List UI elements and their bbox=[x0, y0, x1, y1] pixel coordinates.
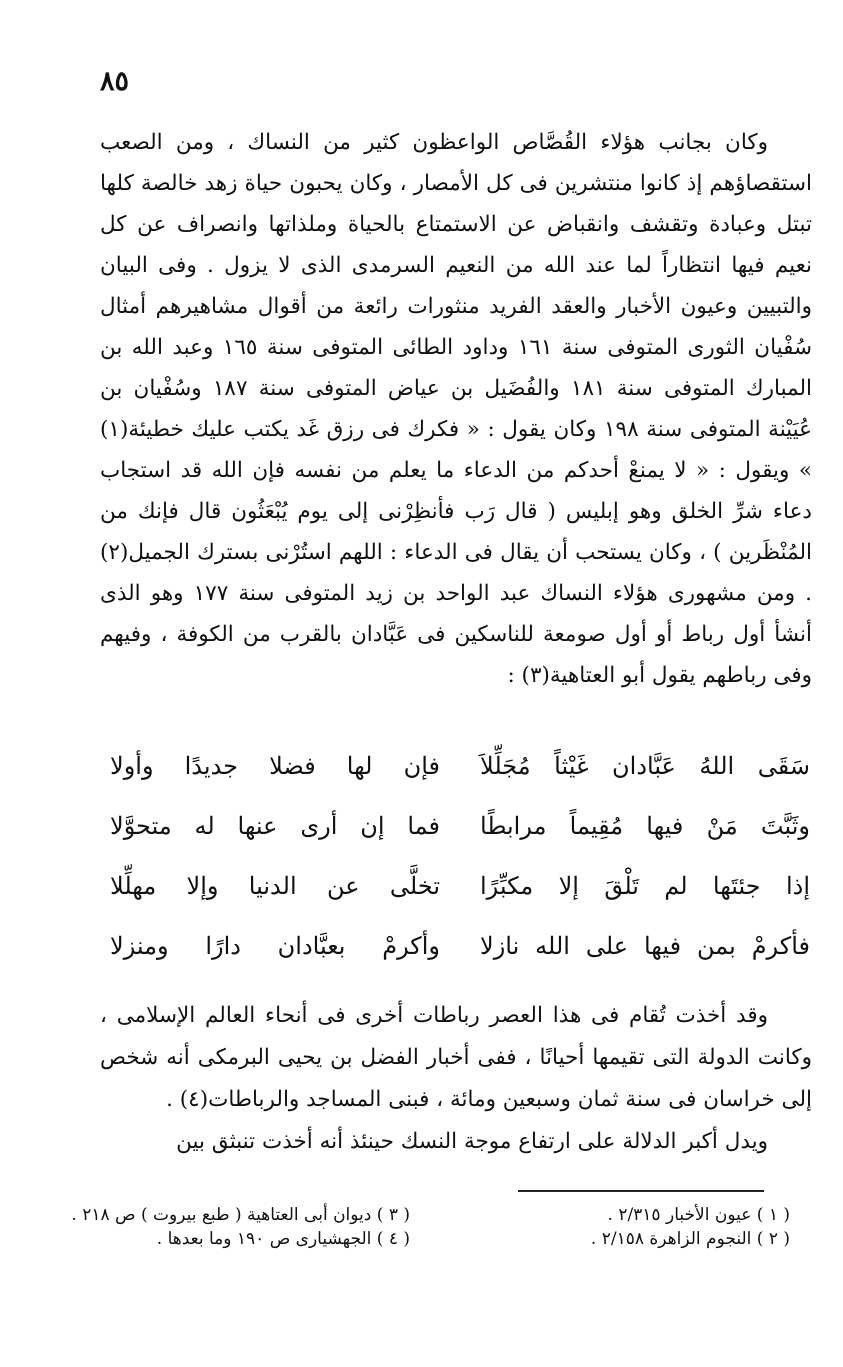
verse-first-hemistich: وثَبَّتَ مَنْ فيها مُقِيماً مرابطًا bbox=[480, 812, 810, 840]
paragraph: ويدل أكبر الدلالة على ارتفاع موجة النسك حينئذ أنه أخذت تنبثق بين bbox=[176, 1129, 768, 1154]
footnotes-right-column bbox=[460, 1203, 790, 1251]
paragraph: وقد أخذت تُقام فى هذا العصر رباطات أخرى فى أنحاء العالم الإسلامى ، وكانت الدولة التى تقيمها أحيانًا ، ففى أخبار الفضل بن يحيى البرمكى أنه شخص إلى خراسان فى سنة ثمان وسبعين ومائة ، فبنى المساجد والرباطات(٤) . bbox=[100, 1003, 812, 1112]
main-text bbox=[100, 122, 812, 696]
footnote-divider bbox=[518, 1190, 764, 1192]
footnote: ( ٣ ) ديوان أبى العتاهية ( طبع بيروت ) ص ٢١٨ . bbox=[71, 1205, 410, 1225]
verse-second-hemistich: وأكرمْ بعبَّادان دارًا ومنزلا bbox=[110, 932, 440, 960]
verse-first-hemistich: فأكرمْ بمن فيها على الله نازلا bbox=[480, 932, 810, 960]
page-number: ٨٥ bbox=[100, 66, 130, 97]
verse bbox=[110, 736, 810, 796]
footnote: ( ٢ ) النجوم الزاهرة ٢/١٥٨ . bbox=[590, 1229, 790, 1249]
footnotes bbox=[71, 1203, 790, 1251]
footnotes-left-column bbox=[71, 1203, 410, 1251]
footnote: ( ٤ ) الجهشيارى ص ١٩٠ وما بعدها . bbox=[156, 1229, 410, 1249]
verse bbox=[110, 856, 810, 916]
verse-first-hemistich: سَقَى اللهُ عَبَّادان غَيْثاً مُجَلِّلاَ bbox=[480, 752, 810, 780]
verse-first-hemistich: إذا جئتَها لم تَلْقَ إلا مكبِّرًا bbox=[480, 872, 810, 900]
verse-second-hemistich: تخلَّى عن الدنيا وإلا مهلِّلا bbox=[110, 872, 440, 900]
main-text-continued bbox=[100, 995, 812, 1163]
paragraph: وكان بجانب هؤلاء القُصَّاص الواعظون كثير من النساك ، ومن الصعب استقصاؤهم إذ كانوا منتشرين فى كل الأمصار ، وكان يحبون حياة زهد خالصة كلها تبتل وعبادة وتقشف وانقباض عن الاستمتاع بالحياة وملذاتها وانصراف عن كل نعيم فيها انتظاراً لما عند الله من النعيم السرمدى الذى لا يزول . وفى البيان والتبيين وعيون الأخبار والعقد الفريد منثورات رائعة من أقوال مشاهيرهم أمثال سُفْيان الثورى المتوفى سنة ١٦١ وداود الطائى المتوفى سنة ١٦٥ وعبد الله بن المبارك المتوفى سنة ١٨١ والفُضَيل بن عياض المتوفى سنة ١٨٧ وسُفْيان بن عُيَيْنة المتوفى سنة ١٩٨ وكان يقول : « فكرك فى رزق غَد يكتب عليك خطيئة(١) » ويقول : « لا يمنعْ أحدكم من الدعاء ما يعلم من نفسه فإن الله قد استجاب دعاء شرِّ الخلق وهو إبليس ( قال رَب فأنظِرْنى إلى يوم يُبْعَثُون قال فإنك من المُنْظَرين ) ، وكان يستحب أن يقال فى الدعاء : اللهم استُرْنى بسترك الجميل(٢) . ومن مشهورى هؤلاء النساك عبد الواحد بن زيد المتوفى سنة ١٧٧ وهو الذى أنشأ أول رباط أو أول صومعة للناسكين فى عَبَّادان بالقرب من الكوفة ، وفيهم وفى رباطهم يقول أبو العتاهية(٣) : bbox=[100, 130, 813, 688]
verse-second-hemistich: فما إن أرى عنها له متحوَّلا bbox=[110, 812, 440, 840]
verse bbox=[110, 916, 810, 976]
verse-second-hemistich: فإن لها فضلا جديدًا وأولا bbox=[110, 752, 440, 780]
poem bbox=[110, 736, 810, 976]
footnote: ( ١ ) عيون الأخبار ٢/٣١٥ . bbox=[607, 1205, 790, 1225]
verse bbox=[110, 796, 810, 856]
